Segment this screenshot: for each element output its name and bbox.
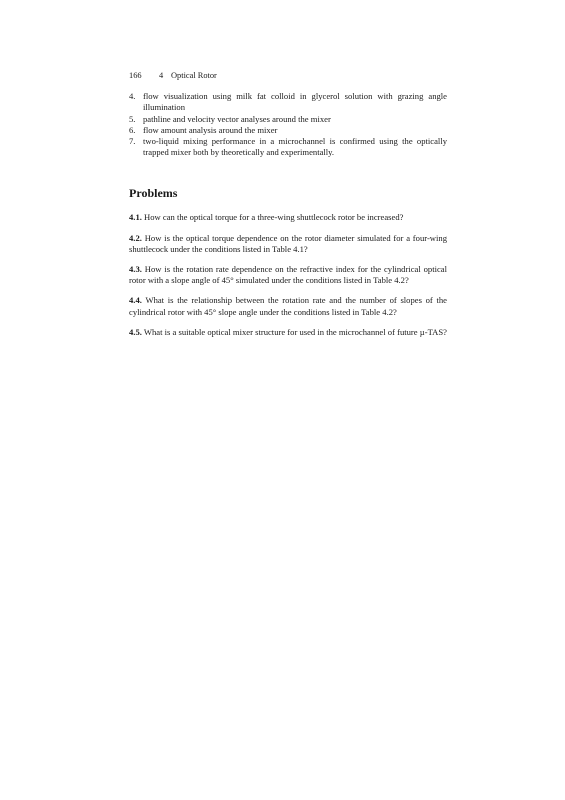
- list-item: [129, 91, 447, 113]
- list-item-number: 7.: [129, 136, 136, 147]
- problem-number: 4.1.: [129, 212, 142, 223]
- list-item: [129, 136, 447, 158]
- page-body: [129, 70, 447, 347]
- list-item-number: 4.: [129, 91, 136, 102]
- problem-number: 4.2.: [129, 232, 142, 243]
- problem-text: How is the rotation rate dependence on the refractive index for the cylindrical optical rotor with a slope angle of 45° simulated under the conditions listed in Table 4.2?: [129, 264, 447, 286]
- chapter-number: 4: [159, 71, 164, 80]
- running-head: [129, 70, 447, 81]
- problem-text: How is the optical torque dependence on the rotor diameter simulated for a four-wing shuttlecock under the conditions listed in Table 4.1?: [129, 232, 447, 254]
- problem-item: [129, 327, 447, 338]
- list-item-number: 5.: [129, 113, 136, 124]
- list-item-text: flow amount analysis around the mixer: [143, 124, 278, 135]
- problem-item: [129, 264, 447, 286]
- problem-number: 4.5.: [129, 326, 142, 337]
- problem-number: 4.3.: [129, 264, 142, 275]
- problem-number: 4.4.: [129, 295, 142, 306]
- problem-item: [129, 233, 447, 255]
- section-title: Problems: [129, 186, 178, 201]
- problem-item: [129, 212, 447, 223]
- chapter-title: Optical Rotor: [171, 71, 217, 80]
- problem-item: [129, 295, 447, 317]
- problem-text: What is a suitable optical mixer structure for used in the microchannel of future µ-TAS?: [143, 326, 447, 337]
- numbered-list: [129, 91, 447, 158]
- problem-text: How can the optical torque for a three-wing shuttlecock rotor be increased?: [144, 212, 404, 223]
- list-item: [129, 114, 447, 125]
- list-item-text: flow visualization using milk fat colloid in glycerol solution with grazing angle illumination: [143, 91, 447, 113]
- page-number: 166: [129, 71, 142, 80]
- list-item-number: 6.: [129, 124, 136, 135]
- list-item-text: pathline and velocity vector analyses around the mixer: [143, 113, 331, 124]
- list-item: [129, 125, 447, 136]
- list-item-text: two-liquid mixing performance in a microchannel is confirmed using the optically trapped mixer both by theoretically and experimentally.: [143, 136, 447, 158]
- problem-text: What is the relationship between the rotation rate and the number of slopes of the cylindrical rotor with 45° slope angle under the conditions listed in Table 4.2?: [129, 295, 448, 317]
